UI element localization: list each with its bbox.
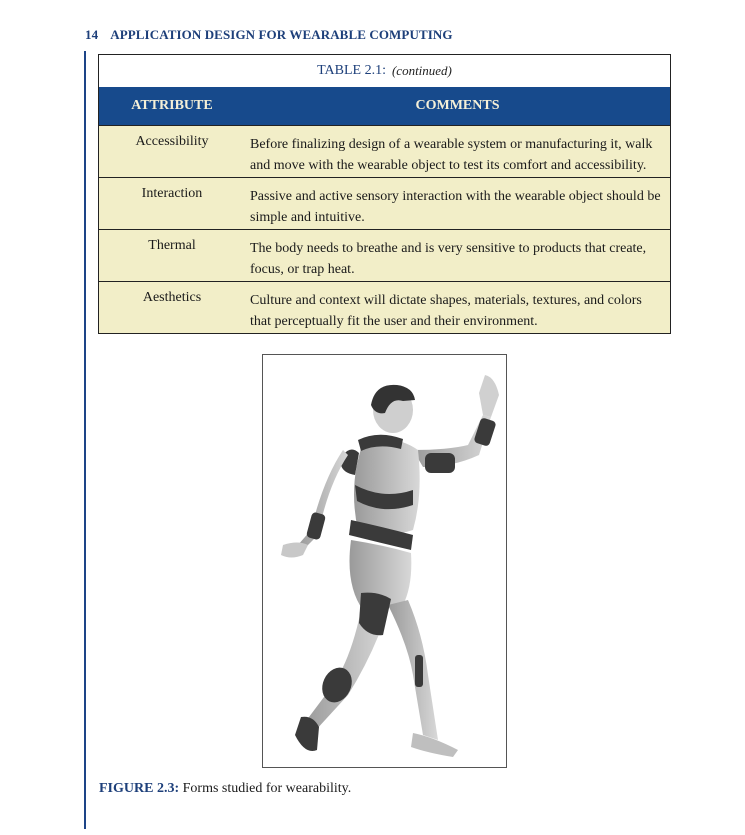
table-row bbox=[99, 230, 670, 282]
front-leg bbox=[388, 600, 438, 740]
back-hand bbox=[281, 543, 308, 558]
attribute-cell: Interaction bbox=[141, 186, 203, 201]
table-continued-note: (continued) bbox=[391, 63, 452, 78]
chapter-title: APPLICATION DESIGN FOR WEARABLE COMPUTING bbox=[110, 27, 453, 42]
comment-cell: Culture and context will dictate shapes, materials, textures, and colors that perceptually fit the user and their environment. bbox=[250, 293, 642, 329]
table-row bbox=[99, 178, 670, 230]
torso bbox=[354, 439, 420, 535]
back-foot-pad bbox=[295, 717, 319, 751]
upper-arm-band bbox=[425, 453, 455, 473]
attributes-table bbox=[98, 54, 671, 334]
shin-pad bbox=[415, 655, 423, 687]
back-arm bbox=[298, 450, 348, 550]
wearable-figure-illustration bbox=[263, 355, 505, 766]
page-number: 14 bbox=[85, 27, 99, 42]
attribute-cell: Aesthetics bbox=[142, 290, 202, 305]
thigh-pad bbox=[359, 593, 391, 636]
figure-caption-text: Forms studied for wearability. bbox=[182, 781, 352, 796]
table-label: TABLE 2.1: bbox=[317, 63, 386, 78]
figure-label: FIGURE 2.3: bbox=[99, 781, 180, 796]
figure-image bbox=[262, 354, 507, 768]
wrist-band bbox=[473, 417, 496, 447]
table-row bbox=[99, 126, 670, 178]
back-wrist-band bbox=[306, 512, 326, 541]
column-header-attribute: ATTRIBUTE bbox=[131, 98, 213, 113]
column-header-comments: COMMENTS bbox=[415, 98, 500, 113]
comment-cell: Passive and active sensory interaction with the wearable object should be simple and intuitive. bbox=[250, 189, 661, 225]
margin-rule bbox=[84, 51, 86, 829]
running-head bbox=[85, 27, 453, 43]
comment-cell: The body needs to breathe and is very sensitive to products that create, focus, or trap heat. bbox=[250, 241, 647, 277]
table-row bbox=[99, 282, 670, 334]
table-caption bbox=[99, 55, 670, 87]
raised-hand bbox=[479, 375, 499, 417]
attribute-cell: Thermal bbox=[148, 238, 196, 253]
figure-caption bbox=[99, 781, 351, 797]
comment-cell: Before finalizing design of a wearable system or manufacturing it, walk and move with the wearable object to test its comfort and accessibility. bbox=[250, 137, 653, 173]
attribute-cell: Accessibility bbox=[135, 134, 209, 149]
table-header-row bbox=[99, 87, 670, 126]
